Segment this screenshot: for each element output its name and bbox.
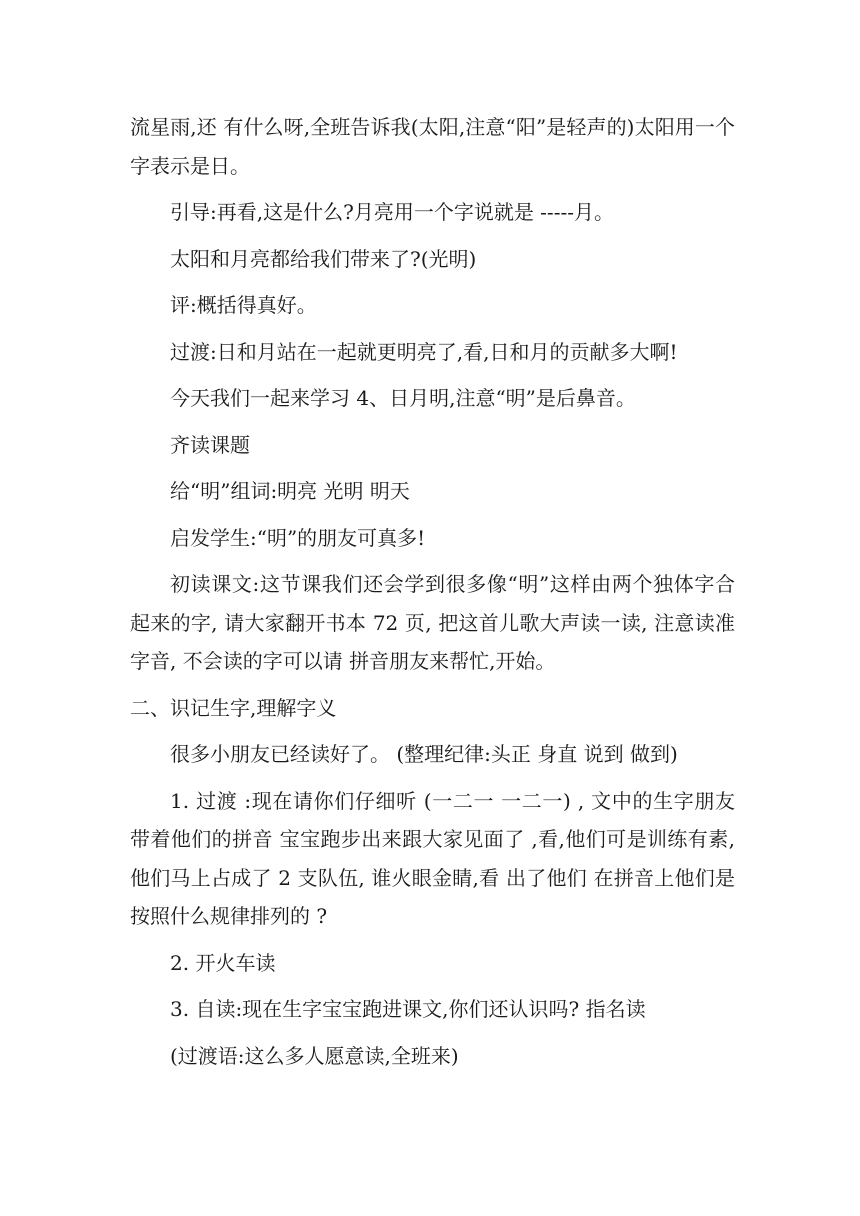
- paragraph-10: 初读课文:这节课我们还会学到很多像“明”这样由两个独体字合起来的字, 请大家翻开书本 72 页, 把这首儿歌大声读一读, 注意读准字音, 不会读的字可以请 拼音朋友来帮忙,开始。: [130, 572, 735, 673]
- paragraph-3: 太阳和月亮都给我们带来了?(光明): [170, 246, 477, 271]
- paragraph-9: 启发学生:“明”的朋友可真多!: [170, 525, 426, 550]
- section-heading: 二、识记生字,理解字义: [130, 695, 337, 720]
- paragraph-7: 齐读课题: [170, 432, 250, 457]
- paragraph-6: 今天我们一起来学习 4、日月明,注意“明”是后鼻音。: [170, 386, 636, 410]
- paragraph-4: 评:概括得真好。: [170, 293, 317, 317]
- paragraph-15: 3. 自读:现在生字宝宝跑进课文,你们还认识吗? 指名读: [170, 997, 646, 1021]
- paragraph-14: 2. 开火车读: [170, 950, 276, 975]
- paragraph-12: 很多小朋友已经读好了。 (整理纪律:头正 身直 说到 做到): [170, 742, 678, 766]
- paragraph-2: 引导:再看,这是什么?月亮用一个字说就是 -----月。: [170, 200, 614, 224]
- paragraph-5: 过渡:日和月站在一起就更明亮了,看,日和月的贡献多大啊!: [170, 339, 678, 364]
- paragraph-13: 1. 过渡 :现在请你们仔细听 (一二一 一二一) , 文中的生字朋友带着他们的拼音 宝宝跑步出来跟大家见面了 ,看,他们可是训练有素,他们马上占成了 2 支队伍, 谁火眼金睛,看 出了他们 在拼音上他们是按照什么规律排列的 ?: [130, 788, 735, 928]
- paragraph-16: (过渡语:这么多人愿意读,全班来): [170, 1043, 459, 1068]
- document-body: [130, 108, 735, 1075]
- paragraph-1: 流星雨,还 有什么呀,全班告诉我(太阳,注意“阳”是轻声的)太阳用一个字表示是日。: [130, 115, 735, 178]
- paragraph-8: 给“明”组词:明亮 光明 明天: [170, 479, 410, 503]
